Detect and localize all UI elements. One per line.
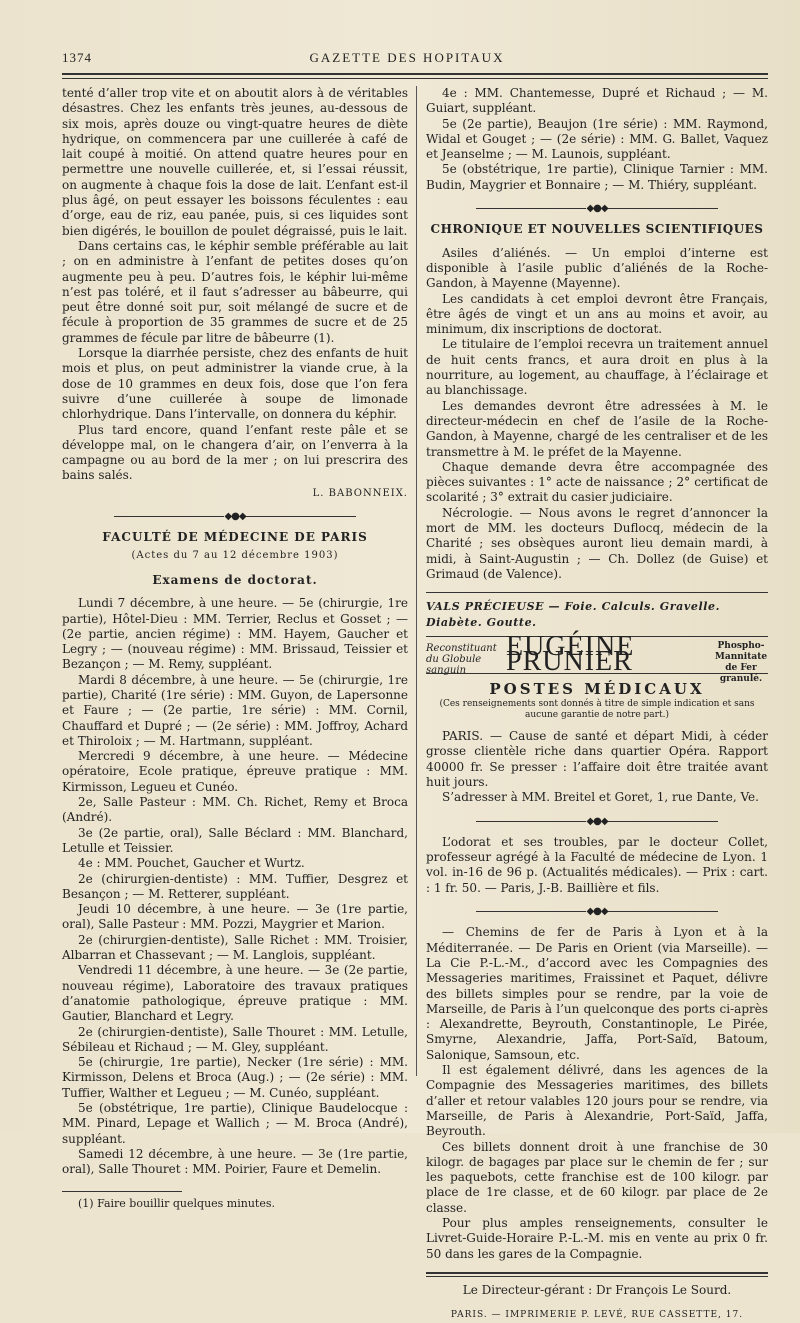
exam-entry: 2e (chirurgien-dentiste), Salle Richet : MM. Troisier, Albarran et Chassevant ; — M. Langlois, suppléant. — [62, 932, 408, 963]
postes-note: (Ces renseignements sont donnés à titre de simple indication et sans aucune garantie de notre part.) — [439, 699, 755, 721]
ornament-divider: ◆●◆ — [426, 201, 768, 216]
exam-entry: Lundi 7 décembre, à une heure. — 5e (chirurgie, 1re partie), Hôtel-Dieu : MM. Terrier, Reclus et Gosset ; — (2e partie, ancien régime) : MM. Hayem, Gaucher et Legry ; — (nouveau régime) : MM. Brissaud, Teissier et Bezançon ; — M. Remy, suppléant. — [62, 596, 408, 672]
exam-entry: 2e (chirurgien-dentiste) : MM. Tuffier, Desgrez et Besançon ; — M. Retterer, suppléant. — [62, 871, 408, 901]
exam-entry: 4e : MM. Chantemesse, Dupré et Richaud ; — M. Guiart, suppléant. — [426, 86, 768, 116]
article-paragraph: Plus tard encore, quand l’enfant reste pâle et se développe mal, on le changera d’air, on l’enverra à la campagne ou au bord de la mer ; on lui prescrira des bains salés. — [62, 422, 408, 483]
page-header — [62, 50, 752, 70]
advertisement — [426, 630, 768, 684]
section-rule — [426, 592, 768, 593]
right-column — [426, 86, 768, 1323]
author-signature: L. BABONNEIX. — [312, 487, 408, 499]
news-paragraph: Les demandes devront être adressées à M. le directeur-médecin en chef de l’asile de la Roche-Gandon, à Mayenne, chargé de les centraliser et de les transmettre à M. le préfet de la Mayenne. — [426, 398, 768, 459]
exam-entry: Jeudi 10 décembre, à une heure. — 3e (1re partie, oral), Salle Pasteur : MM. Pozzi, Maygrier et Marion. — [62, 902, 408, 932]
promo-line: VALS PRÉCIEUSE — Foie. Calculs. Gravelle. Diabète. Goutte. — [426, 600, 721, 629]
exam-entry: 3e (2e partie, oral), Salle Béclard : MM. Blanchard, Letulle et Teissier. — [62, 825, 408, 855]
article-paragraph: Dans certains cas, le képhir semble préférable au lait ; on en administre à l’enfant de petites doses qu’on augmente peu à peu. D’autres fois, le képhir lui-même n’est pas toléré, et il faut s’adresser au bâbeurre, qui peut être donné soit pur, soit mélangé de sucre et de fécule à proportion de 35 grammes de sucre et de 25 grammes de fécule par litre de bâbeurre (1). — [62, 238, 408, 345]
footer-rule — [426, 1272, 768, 1277]
exam-entry: Mercredi 9 décembre, à une heure. — Médecine opératoire, Ecole pratique, épreuve pratique : MM. Kirmisson, Legueu et Cunéo. — [62, 749, 408, 794]
railway-paragraph: Ces billets donnent droit à une franchise de 30 kilogr. de bagages par place sur le chemin de fer ; sur les paquebots, cette franchise est de 100 kilogr. par place de 1re classe, et de 60 kilogr. par place de 2e classe. — [426, 1139, 768, 1215]
left-column — [62, 86, 408, 1212]
exam-entry: Mardi 8 décembre, à une heure. — 5e (chirurgie, 1re partie), Charité (1re série) : MM. Guyon, de Lapersonne et Faure ; — (2e partie, 1re série) : MM. Cornil, Chauffard et Dupré ; — (2e série) : MM. Joffroy, Achard et Thiroloix ; — M. Hartmann, suppléant. — [62, 672, 408, 748]
ad-tagline: Reconstituant du Globule sanguin — [426, 642, 497, 676]
header-rule — [62, 73, 768, 79]
postes-heading: POSTES MÉDICAUX — [489, 679, 705, 698]
ad-product: Phospho-Mannitate de Fer granulé. — [714, 640, 768, 684]
footnote: (1) Faire bouillir quelques minutes. — [78, 1197, 276, 1211]
ornament-divider: ◆●◆ — [426, 904, 768, 919]
classified-paragraph: S’adresser à MM. Breitel et Goret, 1, rue Dante, Ve. — [442, 790, 759, 805]
news-paragraph: Nécrologie. — Nous avons le regret d’annoncer la mort de MM. les docteurs Duflocq, médecin de la Charité ; ses obsèques auront lieu demain mardi, à midi, à Saint-Augustin ; — Ch. Dollez (de Guise) et Grimaud (de Valence). — [426, 505, 768, 581]
railway-paragraph: — Chemins de fer de Paris à Lyon et à la Méditerranée. — De Paris en Orient (via Marseille). — La Cie P.-L.-M., d’accord avec les Compagnies des Messageries maritimes, Fraissinet et Paquet, délivre des billets simples pour se rendre, par la voie de Marseille, de Paris à l’un quelconque des ports ci-après : Alexandrette, Beyrouth, Constantinople, Le Pirée, Smyrne, Alexandrie, Jaffa, Port-Saïd, Batoum, Salonique, Samsoun, etc. — [426, 925, 768, 1062]
article-paragraph: Lorsque la diarrhée persiste, chez des enfants de huit mois et plus, on peut administrer la viande crue, à la dose de 10 grammes en deux fois, dose que l’on fera suivre d’une cuillerée à soupe de limonade chlorhydrique. Dans l’intervalle, on donnera du képhir. — [62, 346, 408, 422]
exam-entry: 5e (obstétrique, 1re partie), Clinique Tarnier : MM. Budin, Maygrier et Bonnaire ; — M. Thiéry, suppléant. — [426, 162, 768, 192]
footnote-rule — [62, 1191, 182, 1192]
ornament-divider: ◆●◆ — [62, 509, 408, 524]
printer-line: PARIS. — IMPRIMERIE P. LEVÉ, RUE CASSETTE, 17. — [450, 1310, 744, 1321]
exam-entry: Samedi 12 décembre, à une heure. — 3e (1re partie, oral), Salle Thouret : MM. Poirier, Faure et Demelin. — [62, 1146, 408, 1177]
exam-entry: 5e (obstétrique, 1re partie), Clinique Baudelocque : MM. Pinard, Lepage et Wallich ; — M. Broca (André), suppléant. — [62, 1101, 408, 1146]
ad-brand: EUGÉINE PRUNIER — [506, 630, 635, 678]
railway-paragraph: Il est également délivré, dans les agences de la Compagnie des Messageries maritimes, des billets d’aller et retour valables 120 jours pour se rendre, via Marseille, de Paris à Alexandrie, Port-Saïd, Jaffa, Beyrouth. — [426, 1063, 768, 1139]
exam-heading: Examens de doctorat. — [152, 572, 318, 587]
faculty-heading: FACULTÉ DE MÉDECINE DE PARIS — [102, 530, 368, 545]
publication-title: GAZETTE DES HOPITAUX — [309, 50, 505, 65]
news-paragraph: Asiles d’aliénés. — Un emploi d’interne est disponible à l’asile public d’aliénés de la Roche-Gandon, à Mayenne (Mayenne). — [426, 245, 768, 291]
exam-entry: Vendredi 11 décembre, à une heure. — 3e (2e partie, nouveau régime), Laboratoire des travaux pratiques d’anatomie pathologique, épreuve pratique : MM. Gautier, Blanchard et Legry. — [62, 963, 408, 1024]
director-credit: Le Directeur-gérant : Dr François Le Sourd. — [462, 1282, 732, 1297]
exam-entry: 5e (2e partie), Beaujon (1re série) : MM. Raymond, Widal et Gouget ; — (2e série) : MM. G. Ballet, Vaquez et Jeanselme ; — M. Launois, suppléant. — [426, 116, 768, 162]
exam-entry: 4e : MM. Pouchet, Gaucher et Wurtz. — [78, 856, 305, 871]
news-paragraph: Chaque demande devra être accompagnée des pièces suivantes : 1° acte de naissance ; 2° certificat de scolarité ; 3° extrait du casier judiciaire. — [426, 459, 768, 505]
column-separator — [416, 86, 417, 1076]
article-paragraph: tenté d’aller trop vite et on aboutit alors à de véritables désastres. Chez les enfants très jeunes, au-dessous de six mois, après douze ou vingt-quatre heures de diète hydrique, on commencera par une cuillerée à café de lait coupé à moitié. On attend quatre heures pour en permettre une nouvelle cuillerée, et, si l’essai réussit, on augmente à chaque fois la dose de lait. L’enfant est-il plus âgé, on peut essayer les boissons féculentes : eau d’orge, eau de riz, eau panée, puis, si ces liquides sont bien digérés, le bouillon de poulet dégraissé, puis le lait. — [62, 86, 408, 238]
faculty-subhead: (Actes du 7 au 12 décembre 1903) — [131, 549, 339, 561]
news-paragraph: Le titulaire de l’emploi recevra un traitement annuel de huit cents francs, et aura droit en plus à la nourriture, au logement, au chauffage, à l’éclairage et au blanchissage. — [426, 337, 768, 398]
exam-entry: 5e (chirurgie, 1re partie), Necker (1re série) : MM. Kirmisson, Delens et Broca (Aug.) ; — (2e série) : MM. Tuffier, Walther et Legueu ; — M. Cunéo, suppléant. — [62, 1055, 408, 1100]
railway-paragraph: Pour plus amples renseignements, consulter le Livret-Guide-Horaire P.-L.-M. mis en vente au prix 0 fr. 50 dans les gares de la Compagnie. — [426, 1216, 768, 1261]
chronique-heading: CHRONIQUE ET NOUVELLES SCIENTIFIQUES — [430, 222, 764, 237]
exam-entry: 2e (chirurgien-dentiste), Salle Thouret : MM. Letulle, Sébileau et Richaud ; — M. Gley, suppléant. — [62, 1024, 408, 1054]
page-number: 1374 — [62, 50, 92, 65]
exam-entry: 2e, Salle Pasteur : MM. Ch. Richet, Remy et Broca (André). — [62, 795, 408, 825]
news-paragraph: Les candidats à cet emploi devront être Français, être âgés de vingt et un ans au moins et avoir, au minimum, dix inscriptions de doctorat. — [426, 291, 768, 337]
book-notice: L’odorat et ses troubles, par le docteur Collet, professeur agrégé à la Faculté de médecine de Lyon. 1 vol. in-16 de 96 p. (Actualités médicales). — Prix : cart. : 1 fr. 50. — Paris, J.-B. Baillière et fils. — [426, 834, 768, 895]
classified-paragraph: PARIS. — Cause de santé et départ Midi, à céder grosse clientèle riche dans quartier Opéra. Rapport 40000 fr. Se presser : l’affaire doit être traitée avant huit jours. — [426, 729, 768, 789]
ornament-divider: ◆●◆ — [426, 814, 768, 829]
